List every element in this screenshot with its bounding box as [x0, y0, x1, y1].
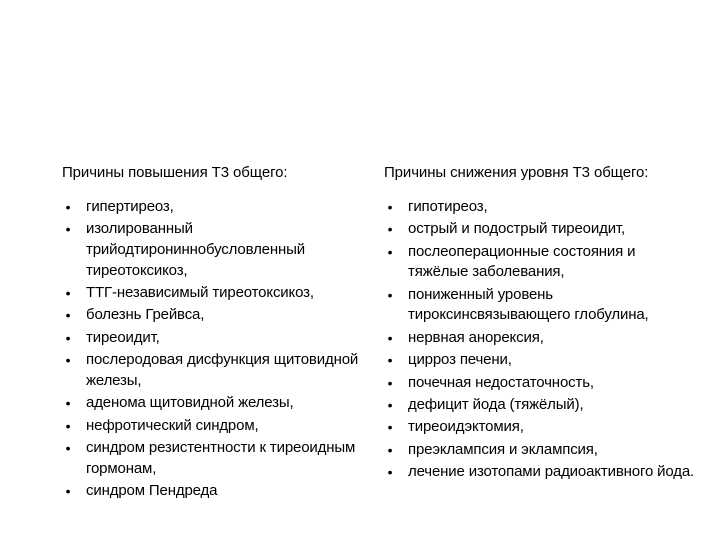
increase-causes-list — [62, 197, 362, 501]
bullet-icon: • — [65, 352, 71, 369]
list-item-text: болезнь Грейвса, — [86, 306, 205, 324]
list-item — [62, 283, 362, 304]
list-item — [384, 197, 696, 218]
list-item-text: цирроз печени, — [408, 351, 512, 369]
list-item-text: гипотиреоз, — [408, 198, 488, 215]
list-item-text: синдром резистентности к тиреоидным гормонам, — [86, 438, 356, 477]
list-item — [384, 417, 696, 438]
bullet-icon: • — [387, 352, 393, 369]
list-item — [62, 393, 362, 414]
list-item — [62, 481, 362, 502]
increase-causes-heading: Причины повышения Т3 общего: — [62, 164, 288, 181]
list-item — [384, 440, 696, 461]
list-item-text: нефротический синдром, — [86, 416, 259, 434]
list-item — [62, 197, 362, 218]
list-item — [384, 462, 696, 483]
bullet-icon: • — [65, 329, 71, 346]
list-item-text: лечение изотопами радиоактивного йода. — [408, 463, 695, 481]
bullet-icon: • — [387, 464, 393, 481]
bullet-icon: • — [65, 417, 71, 434]
list-item — [62, 219, 362, 281]
list-item — [62, 416, 362, 437]
bullet-icon: • — [65, 439, 71, 456]
bullet-icon: • — [387, 419, 393, 436]
list-item-text: послеродовая дисфункция щитовидной железы, — [86, 351, 359, 389]
list-item-text: тиреоидэктомия, — [408, 418, 524, 436]
bullet-icon: • — [65, 395, 71, 412]
list-item — [62, 438, 362, 479]
bullet-icon: • — [387, 329, 393, 346]
list-item-text: послеоперационные состояния и тяжёлые заболевания, — [408, 242, 636, 281]
bullet-icon: • — [65, 307, 71, 324]
list-item — [384, 395, 696, 416]
bullet-icon: • — [387, 441, 393, 458]
list-item-text: изолированный трийодтирониннобусловленный тиреотоксикоз, — [86, 220, 305, 279]
list-item-text: преэклампсия и эклампсия, — [408, 440, 598, 458]
list-item — [384, 350, 696, 371]
list-item — [62, 350, 362, 391]
bullet-icon: • — [65, 284, 71, 301]
list-item-text: аденома щитовидной железы, — [86, 394, 294, 412]
list-item-text: тиреоидит, — [86, 328, 160, 346]
decrease-causes-column — [384, 163, 696, 484]
decrease-causes-list — [384, 197, 696, 483]
list-item-text: ТТГ-независимый тиреотоксикоз, — [86, 283, 314, 301]
bullet-icon: • — [65, 221, 71, 238]
list-item-text: синдром Пендреда — [86, 481, 218, 499]
list-item-text: дефицит йода (тяжёлый), — [408, 395, 584, 413]
bullet-icon: • — [387, 199, 393, 215]
list-item — [384, 373, 696, 394]
bullet-icon: • — [65, 199, 71, 215]
bullet-icon: • — [387, 396, 393, 413]
list-item-text: острый и подострый тиреоидит, — [408, 220, 626, 238]
list-item — [384, 219, 696, 240]
list-item — [62, 328, 362, 349]
list-item-text: почечная недостаточность, — [408, 373, 594, 391]
list-item — [384, 242, 696, 283]
list-item — [384, 285, 696, 326]
list-item — [384, 328, 696, 349]
list-item-text: гипертиреоз, — [86, 198, 174, 215]
bullet-icon: • — [65, 482, 71, 499]
bullet-icon: • — [387, 374, 393, 391]
increase-causes-column — [62, 163, 362, 503]
list-item-text: нервная анорексия, — [408, 328, 544, 346]
list-item-text: пониженный уровень тироксинсвязывающего глобулина, — [408, 285, 649, 324]
bullet-icon: • — [387, 221, 393, 238]
decrease-causes-heading: Причины снижения уровня Т3 общего: — [384, 164, 649, 181]
bullet-icon: • — [387, 243, 393, 260]
list-item — [62, 305, 362, 326]
bullet-icon: • — [387, 286, 393, 303]
